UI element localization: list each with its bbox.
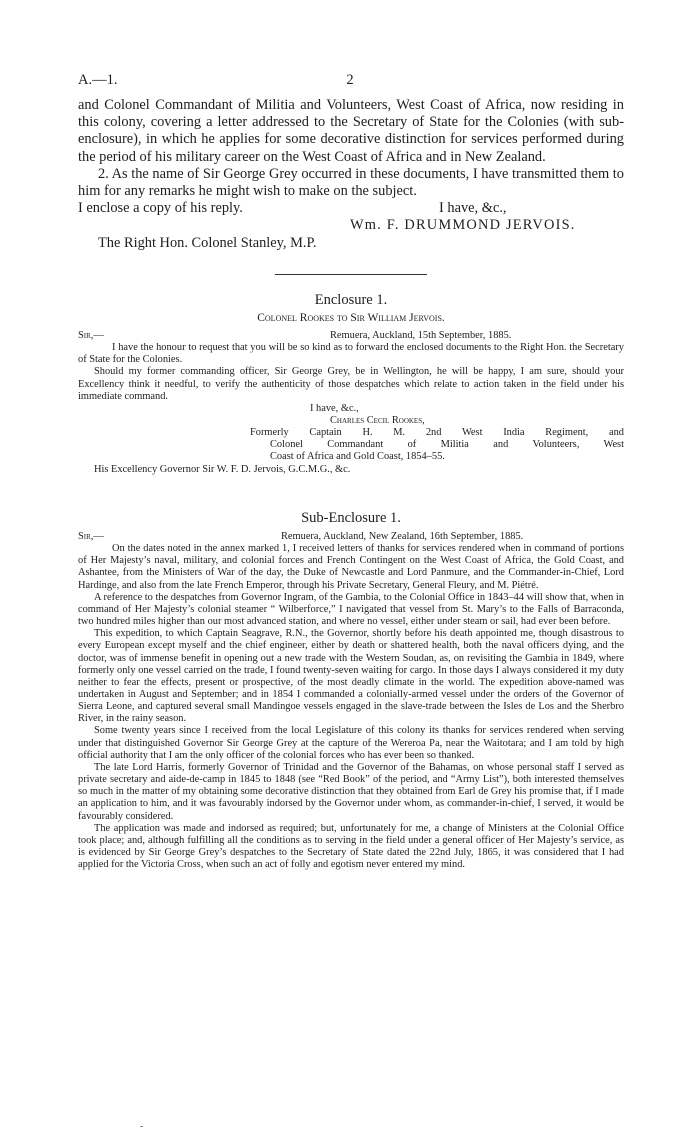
sub-enclosure-heading: Sub-Enclosure 1. (301, 510, 401, 526)
enclosure-addressee: His Excellency Governor Sir W. F. D. Jervois, G.C.M.G., &c. (94, 463, 351, 475)
sub-enclosure-paragraph-3: This expedition, to which Captain Seagrave, R.N., the Governor, shortly before his death appointed me, though disastrous to every European except myself and the chief engineer, either by death or shattered health, both the naval officers dying, and the doctor, was of immense benefit in opening out a new trade with the Western Soudan, as, on revisiting the Gambia in 1849, where formerly only one vessel carried on the trade, I found twenty-seven waiting for cargo. In those days I always considered it my duty neither to fear the effects, present or prospective, of the most deadly climate in the world. The expedition above-named was undertaken in August and September; and in 1854 I commanded a colonially-armed vessel under the orders of the Governor of Sierra Leone, and captured several small Mandingoe vessels engaged in the slave-trade between the Isles de Los and the Sherbro River, in the rainy season. (78, 628, 624, 725)
enclosure-title-row-3 (78, 451, 624, 463)
enclosure-paragraph-2: Should my former commanding officer, Sir George Grey, be in Wellington, he will be happy, I am sure, should your Excellency think it needful, to verify the authenticity of those despatches which relate to action taken in the field under his immediate command. (78, 366, 624, 402)
sub-enclosure-salutation: Sir,— (78, 531, 104, 542)
letter-addressee-row (78, 235, 624, 252)
enclosure-title-line-3: Coast of Africa and Gold Coast, 1854–55. (270, 451, 445, 463)
enclosure-heading: Enclosure 1. (314, 292, 388, 308)
covering-letter (78, 97, 624, 252)
enclosure-i-have: I have, &c., (310, 402, 359, 414)
letter-closing-row (78, 200, 624, 217)
enclosure-title-line-2: Colonel Commandant of Militia and Volunteers, West (270, 439, 624, 451)
sub-enclosure-paragraph-5: The late Lord Harris, formerly Governor of Trinidad and the Governor of the Bahamas, on whose personal staff I served as private secretary and aide-de-camp in 1845 to 1848 (see “Red Book” of the period, and “Army List”), both interested themselves so much in the matter of my obtaining some decorative distinction that they obtained from Earl de Grey his promise that, if I made an application to him, and it was favourably indorsed by the Governor under whom, as commander-in-chief, I served, it would be favourably considered. (78, 761, 624, 822)
document-reference: A.—1. (78, 72, 118, 88)
letter-addressee: The Right Hon. Colonel Stanley, M.P. (98, 234, 317, 251)
enclosure-addressee-row (78, 464, 624, 476)
letter-i-have: I have, &c., (439, 200, 507, 217)
enclosure-i-have-row (78, 403, 624, 415)
enclosure-title-row-2 (78, 439, 624, 451)
sub-enclosure-salutation-row (78, 531, 624, 543)
letter-paragraph-1: and Colonel Commandant of Militia and Volunteers, West Coast of Africa, now residing in this colony, covering a letter addressed to the Secretary of State for the Colonies (with sub-enclosure), in which he applies for some decorative distinction for services performed during the period of his military career on the West Coast of Africa and in New Zealand. (78, 97, 624, 165)
footer-mark: - (140, 1121, 144, 1132)
enclosure-paragraph-1: I have the honour to request that you will be so kind as to forward the enclosed documents to the Right Hon. the Secretary of State for the Colonies. (78, 342, 624, 366)
sub-enclosure-letter (78, 531, 624, 871)
enclosure-title-line-1: Formerly Captain H. M. 2nd West India Regiment, and (250, 427, 624, 439)
page-number: 2 (346, 72, 354, 88)
letter-paragraph-2: 2. As the name of Sir George Grey occurred in these documents, I have transmitted them to him for any remarks he might wish to make on the subject. (78, 165, 624, 200)
letter-enclose-line: I enclose a copy of his reply. (78, 200, 243, 217)
sub-enclosure-paragraph-4: Some twenty years since I received from the local Legislature of this colony its thanks for services rendered when serving under that distinguished Governor Sir George Grey at the capture of the Wereroa Pa, near the Waitotara; and I am told by high official authority that I am the only officer of the colonial forces who has ever been so thanked. (78, 725, 624, 761)
enclosure-signature-row (78, 415, 624, 427)
letter-signature: Wm. F. DRUMMOND JERVOIS. (350, 217, 576, 234)
enclosure-salutation-row (78, 330, 624, 342)
enclosure-date: Remuera, Auckland, 15th September, 1885. (330, 330, 512, 341)
enclosure-title-row-1 (78, 427, 624, 439)
sub-enclosure-date: Remuera, Auckland, New Zealand, 16th September, 1885. (281, 531, 524, 542)
letter-signature-row (78, 217, 624, 234)
sub-enclosure-paragraph-6: The application was made and indorsed as required; but, unfortunately for me, a change of Ministers at the Colonial Office took place; and, although fulfilling all the conditions as to serving in the field under a general officer of Her Majesty’s service, as is evidenced by Sir George Grey’s despatches to the Secretary of State dated the 22nd July, 1865, it was considered that I had applied for the Victoria Cross, when such an act of folly and egotism never entered my mind. (78, 822, 624, 871)
enclosure-salutation: Sir,— (78, 330, 104, 341)
sub-enclosure-paragraph-2: A reference to the despatches from Governor Ingram, of the Gambia, to the Colonial Office in 1843–44 will show that, when in command of Her Majesty’s colonial steamer “ Wilberforce,” I navigated that vessel from St. Mary’s to the Falls of Barraconda, two hundred miles higher than our most advanced station, and where no vessel, either under steam or sail, had ever been before. (78, 591, 624, 628)
sub-enclosure-paragraph-1: On the dates noted in the annex marked 1, I received letters of thanks for services rendered when in command of portions of Her Majesty’s naval, military, and colonial forces and French Contingent on the West Coast of Africa, the Gold Coast, and Ashantee, from the Ministers of War of the day, the Duke of Newcastle and Lord Panmure, and the Commander-in-Chief, Lord Hardinge, and also from the late French Emperor, through his Private Secretary, General Fleury, and M. Piétré. (78, 543, 624, 591)
section-divider (275, 274, 427, 275)
enclosure-subheading: Colonel Rookes to Sir William Jervois. (257, 312, 445, 324)
enclosure-letter (78, 330, 624, 476)
enclosure-signature: Charles Cecil Rookes, (330, 415, 425, 427)
page-header (78, 72, 622, 90)
